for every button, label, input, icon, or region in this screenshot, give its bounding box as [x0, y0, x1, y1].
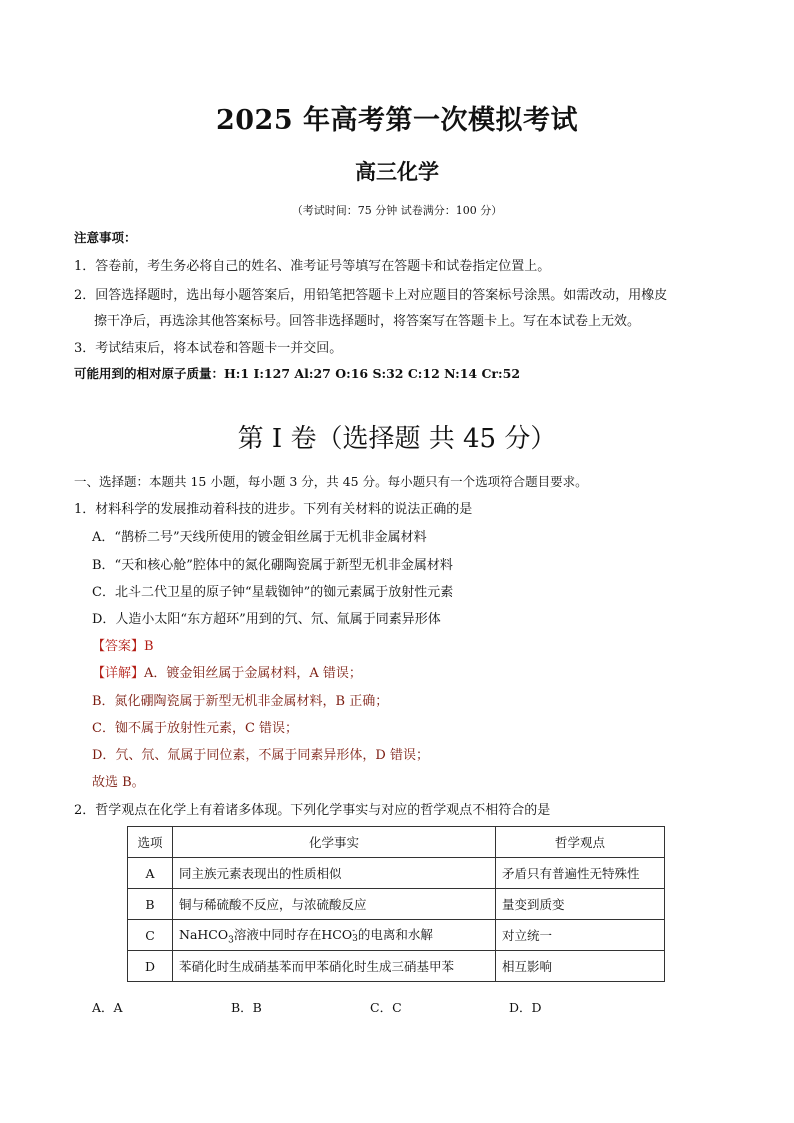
q1-detail-line-2: B．氮化硼陶瓷属于新型无机非金属材料，B 正确； [92, 694, 389, 709]
row-fact: 铜与稀硫酸不反应，与浓硫酸反应 [173, 889, 496, 920]
row-view: 对立统一 [496, 920, 665, 951]
fact-text: 溶液中同时存在 [233, 926, 322, 942]
q2-choice-a: A．A [92, 1000, 123, 1015]
q1-option-b: B．“天和核心舱”腔体中的氮化硼陶瓷属于新型无机非金属材料 [92, 558, 453, 573]
row-fact [173, 920, 496, 951]
q1-detail-line-4: D．氕、氘、氚属于同位素，不属于同素异形体，D 错误； [92, 748, 429, 763]
table-row [128, 858, 665, 889]
table-header-row [128, 827, 665, 858]
section-instruction: 一、选择题：本题共 15 小题，每小题 3 分，共 45 分。每小题只有一个选项符合题目要求。 [74, 474, 588, 489]
fact-text-end: 的电离和水解 [357, 926, 433, 942]
q1-option-c: C．北斗二代卫星的原子钟“星载铷钟”的铷元素属于放射性元素 [92, 585, 454, 600]
ion-charge: - [352, 926, 356, 937]
q1-detail-line-1 [92, 662, 362, 681]
q1-detail-line-5: 故选 B。 [92, 775, 145, 790]
q2-stem: 2．哲学观点在化学上有着诸多体现。下列化学事实与对应的哲学观点不相符合的是 [74, 803, 551, 818]
q2-choices [92, 998, 648, 1016]
row-option: A [128, 858, 173, 889]
note-item-3: 3．考试结束后，将本试卷和答题卡一并交回。 [74, 341, 343, 356]
table-row [128, 951, 665, 982]
q1-detail-label: 【详解】 [92, 666, 145, 681]
q1-detail-a: A．镀金钼丝属于金属材料，A 错误； [144, 666, 362, 681]
exam-title: 2025 年高考第一次模拟考试 [215, 105, 579, 136]
row-fact: 同主族元素表现出的性质相似 [173, 858, 496, 889]
ion-hco3: HCO [321, 926, 353, 942]
table-row [128, 889, 665, 920]
atomic-masses: 可能用到的相对原子质量：H:1 I:127 Al:27 O:16 S:32 C:12 N:14 Cr:52 [74, 366, 521, 381]
section-title: 第 I 卷（选择题 共 45 分） [237, 424, 557, 454]
row-option: C [128, 920, 173, 951]
header-option: 选项 [128, 827, 173, 858]
q2-table [127, 826, 665, 982]
q1-answer: 【答案】B [92, 639, 154, 654]
q1-detail-line-3: C．铷不属于放射性元素，C 错误； [92, 721, 299, 736]
q1-stem: 1．材料科学的发展推动着科技的进步。下列有关材料的说法正确的是 [74, 502, 473, 517]
notes-heading: 注意事项： [74, 230, 137, 245]
header-fact: 化学事实 [173, 827, 496, 858]
note-item-2: 2．回答选择题时，选出每小题答案后，用铅笔把答题卡上对应题目的答案标号涂黑。如需改动，用橡皮 [74, 288, 668, 303]
note-item-1: 1．答卷前，考生务必将自己的姓名、准考证号等填写在答题卡和试卷指定位置上。 [74, 259, 551, 274]
q2-choice-b: B．B [231, 1000, 262, 1015]
formula-subscript: 3 [228, 935, 234, 946]
q2-choice-d: D．D [509, 1000, 542, 1015]
row-fact: 苯硝化时生成硝基苯而甲苯硝化时生成三硝基甲苯 [173, 951, 496, 982]
q1-option-d: D．人造小太阳“东方超环”用到的氕、氘、氚属于同素异形体 [92, 612, 441, 627]
row-view: 相互影响 [496, 951, 665, 982]
table-row [128, 920, 665, 951]
exam-subject: 高三化学 [355, 159, 439, 184]
row-view: 量变到质变 [496, 889, 665, 920]
q1-option-a: A．“鹊桥二号”天线所使用的镀金钼丝属于无机非金属材料 [92, 530, 427, 545]
row-view: 矛盾只有普遍性无特殊性 [496, 858, 665, 889]
row-option: D [128, 951, 173, 982]
ion-subscript: 3 [352, 934, 358, 945]
formula-nahco3: NaHCO [179, 926, 229, 942]
note-item-2-continued: 擦干净后，再选涂其他答案标号。回答非选择题时，将答案写在答题卡上。写在本试卷上无效。 [94, 314, 641, 329]
row-option: B [128, 889, 173, 920]
q2-choice-c: C．C [370, 1000, 402, 1015]
header-view: 哲学观点 [496, 827, 665, 858]
exam-info: （考试时间：75 分钟 试卷满分：100 分） [291, 204, 503, 217]
